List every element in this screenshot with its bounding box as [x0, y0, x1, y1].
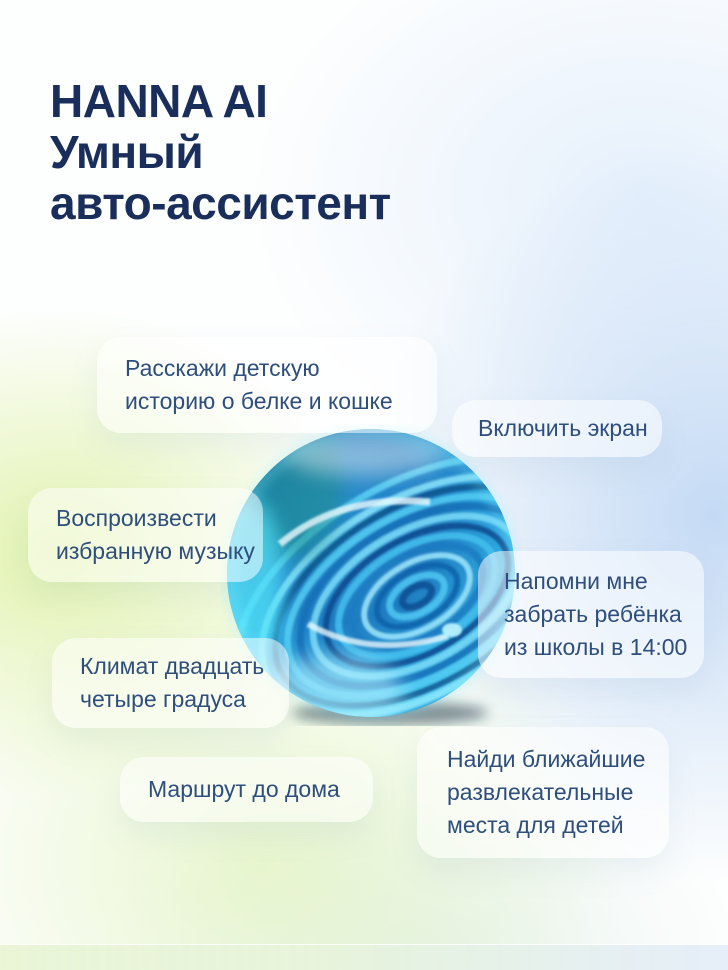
- command-line: Найди ближайшие: [447, 746, 646, 772]
- command-bubble-find-places: [417, 727, 669, 858]
- command-bubble-play-music: [28, 488, 263, 582]
- command-line: забрать ребёнка: [504, 601, 682, 627]
- brand-title: HANNA AI: [50, 75, 268, 127]
- command-bubble-reminder: [478, 551, 704, 678]
- command-line: избранную музыку: [56, 538, 255, 564]
- command-line: Маршрут до дома: [148, 776, 340, 802]
- command-line: Климат двадцать: [80, 653, 265, 679]
- subtitle-line-2: авто-ассистент: [50, 177, 391, 229]
- subtitle-line-1: Умный: [50, 126, 204, 178]
- command-line: развлекательные: [447, 779, 634, 805]
- command-line: из школы в 14:00: [504, 634, 688, 660]
- floor-reflection-band: [0, 944, 728, 970]
- command-line: Расскажи детскую: [125, 355, 320, 381]
- command-line: четыре градуса: [80, 686, 246, 712]
- command-bubble-screen-on: [452, 400, 662, 457]
- page-title: [50, 76, 391, 229]
- command-line: места для детей: [447, 812, 624, 838]
- command-line: историю о белке и кошке: [125, 388, 393, 414]
- command-line: Напомни мне: [504, 568, 648, 594]
- command-line: Включить экран: [478, 415, 648, 441]
- command-line: Воспроизвести: [56, 505, 217, 531]
- command-bubble-climate: [52, 638, 289, 728]
- command-bubble-tell-story: [97, 337, 437, 433]
- command-bubble-route-home: [120, 757, 373, 822]
